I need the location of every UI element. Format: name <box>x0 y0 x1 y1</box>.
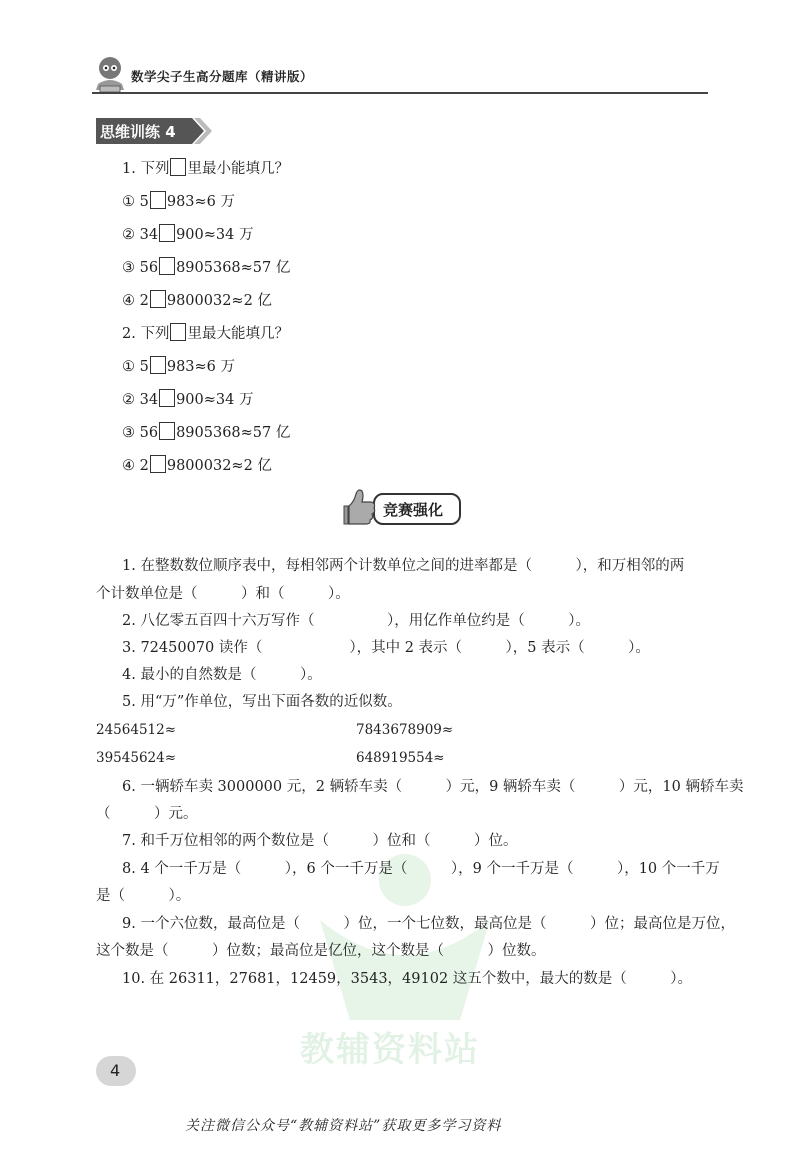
competition-question: 这个数是（ ）位数；最高位是亿位，这个数是（ ）位数。 <box>96 943 546 959</box>
list-item: ③ 56 8905368≈57 亿 <box>122 422 290 443</box>
blank-box <box>159 224 175 242</box>
competition-question: 1. 在整数数位顺序表中，每相邻两个计数单位之间的进率都是（ ），和万相邻的两 <box>122 558 685 574</box>
competition-question: 2. 八亿零五百四十六万写作（ ），用亿作单位约是（ ）。 <box>122 613 590 629</box>
question-1: 1. 下列 里最小能填几？ <box>122 158 289 179</box>
header-title: 数学尖子生高分题库（精讲版） <box>131 69 314 84</box>
list-item: ① 5 983≈6 万 <box>122 356 235 377</box>
approx-item: 7843678909≈ <box>356 722 454 738</box>
blank-box <box>150 356 166 374</box>
competition-question: 5. 用“万”作单位，写出下面各数的近似数。 <box>122 694 402 710</box>
mascot-logo-icon <box>92 54 128 94</box>
header-divider <box>92 92 708 94</box>
blank-box <box>170 323 186 341</box>
blank-box <box>159 389 175 407</box>
competition-section-title: 竞赛强化 <box>383 501 444 519</box>
competition-question: （ ）元。 <box>96 806 198 822</box>
approx-item: 39545624≈ <box>96 750 177 766</box>
list-item: ④ 2 9800032≈2 亿 <box>122 455 272 476</box>
footer-note: 关注微信公众号“教辅资料站”获取更多学习资料 <box>185 1118 502 1134</box>
competition-question: 6. 一辆轿车卖 3000000 元，2 辆轿车卖（ ）元，9 辆轿车卖（ ）元，10 辆轿车卖 <box>122 779 744 795</box>
section-tag-label: 思维训练 4 <box>100 123 176 141</box>
list-item: ③ 56 8905368≈57 亿 <box>122 257 290 278</box>
competition-question: 3. 72450070 读作（ ），其中 2 表示（ ），5 表示（ ）。 <box>122 640 650 656</box>
competition-question: 9. 一个六位数，最高位是（ ）位，一个七位数，最高位是（ ）位；最高位是万位， <box>122 916 735 932</box>
competition-question: 个计数单位是（ ）和（ ）。 <box>96 586 350 602</box>
question-2: 2. 下列 里最大能填几？ <box>122 323 289 344</box>
competition-question: 4. 最小的自然数是（ ）。 <box>122 667 322 683</box>
blank-box <box>159 422 175 440</box>
page-number: 4 <box>110 1061 121 1080</box>
blank-box <box>170 158 186 176</box>
blank-box <box>150 455 166 473</box>
competition-question: 7. 和千万位相邻的两个数位是（ ）位和（ ）位。 <box>122 833 518 849</box>
competition-question: 8. 4 个一千万是（ ），6 个一千万是（ ），9 个一千万是（ ），10 个一千万 <box>122 861 720 877</box>
list-item: ② 34 900≈34 万 <box>122 389 253 410</box>
list-item: ④ 2 9800032≈2 亿 <box>122 290 272 311</box>
competition-question: 是（ ）。 <box>96 888 191 904</box>
blank-box <box>159 257 175 275</box>
watermark-text: 教辅资料站 <box>300 1030 480 1070</box>
blank-box <box>150 290 166 308</box>
approx-item: 24564512≈ <box>96 722 177 738</box>
blank-box <box>150 191 166 209</box>
list-item: ② 34 900≈34 万 <box>122 224 253 245</box>
list-item: ① 5 983≈6 万 <box>122 191 235 212</box>
approx-item: 648919554≈ <box>356 750 445 766</box>
competition-question: 10. 在 26311，27681，12459，3543，49102 这五个数中，最大的数是（ ）。 <box>122 971 693 987</box>
